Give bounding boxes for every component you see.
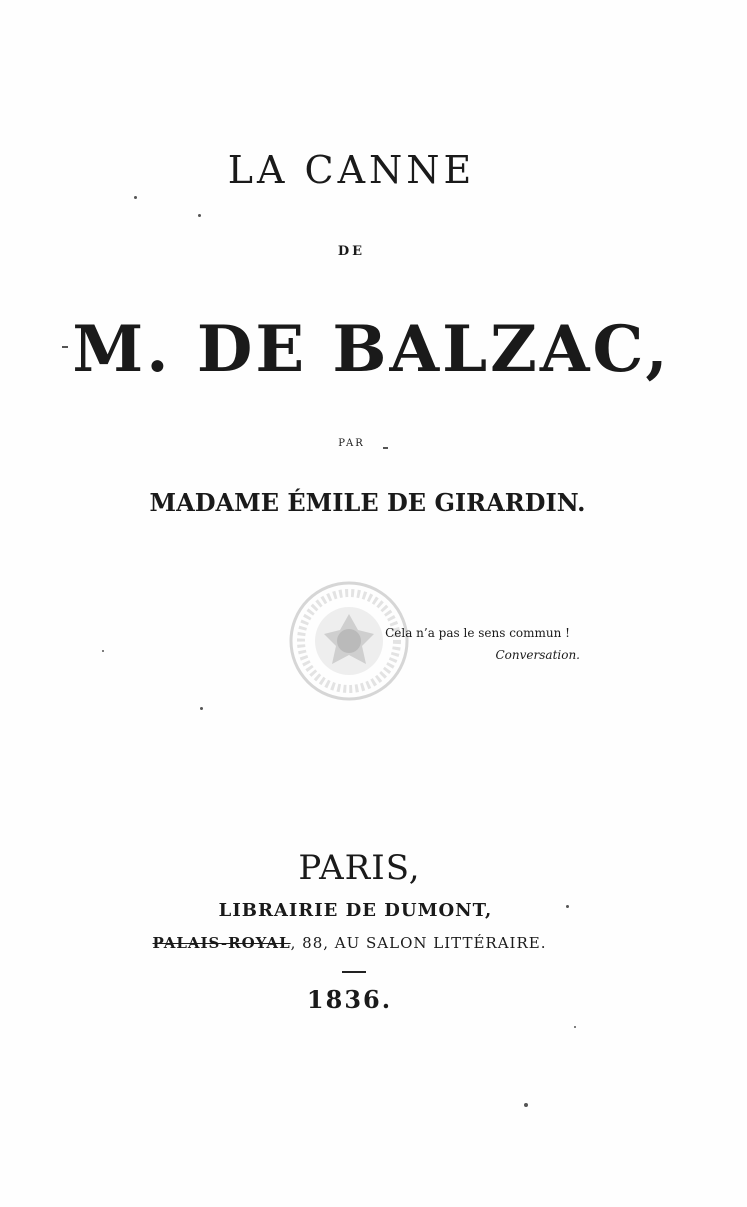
epigraph-source: Conversation. [495,648,580,662]
imprint-divider [342,971,366,973]
paper-speck [383,447,388,449]
by-label: PAR [338,438,365,449]
epigraph [380,622,580,666]
paper-speck [574,1026,576,1028]
imprint-year: 1836. [306,985,393,1014]
imprint-address-rest: , 88, AU SALON LITTÉRAIRE. [290,934,547,952]
title-connector: DE [337,244,366,259]
imprint-address-struck: PALAIS-ROYAL [152,934,291,952]
title-line-2: M. DE BALZAC, [72,312,671,387]
paper-speck [566,905,569,908]
title-line-1: LA CANNE [227,148,476,192]
paper-speck [198,214,201,217]
imprint-publisher: LIBRAIRIE DE DUMONT, [218,900,493,921]
paper-speck [62,346,68,348]
paper-speck [200,707,203,710]
paper-speck [134,196,137,199]
imprint-city: PARIS, [298,848,421,888]
paper-speck [524,1103,528,1107]
author-name: MADAME ÉMILE DE GIRARDIN. [149,488,586,517]
epigraph-quote: Cela n’a pas le sens commun ! [385,626,570,640]
paper-speck [102,650,104,652]
imprint-address [0,934,723,952]
